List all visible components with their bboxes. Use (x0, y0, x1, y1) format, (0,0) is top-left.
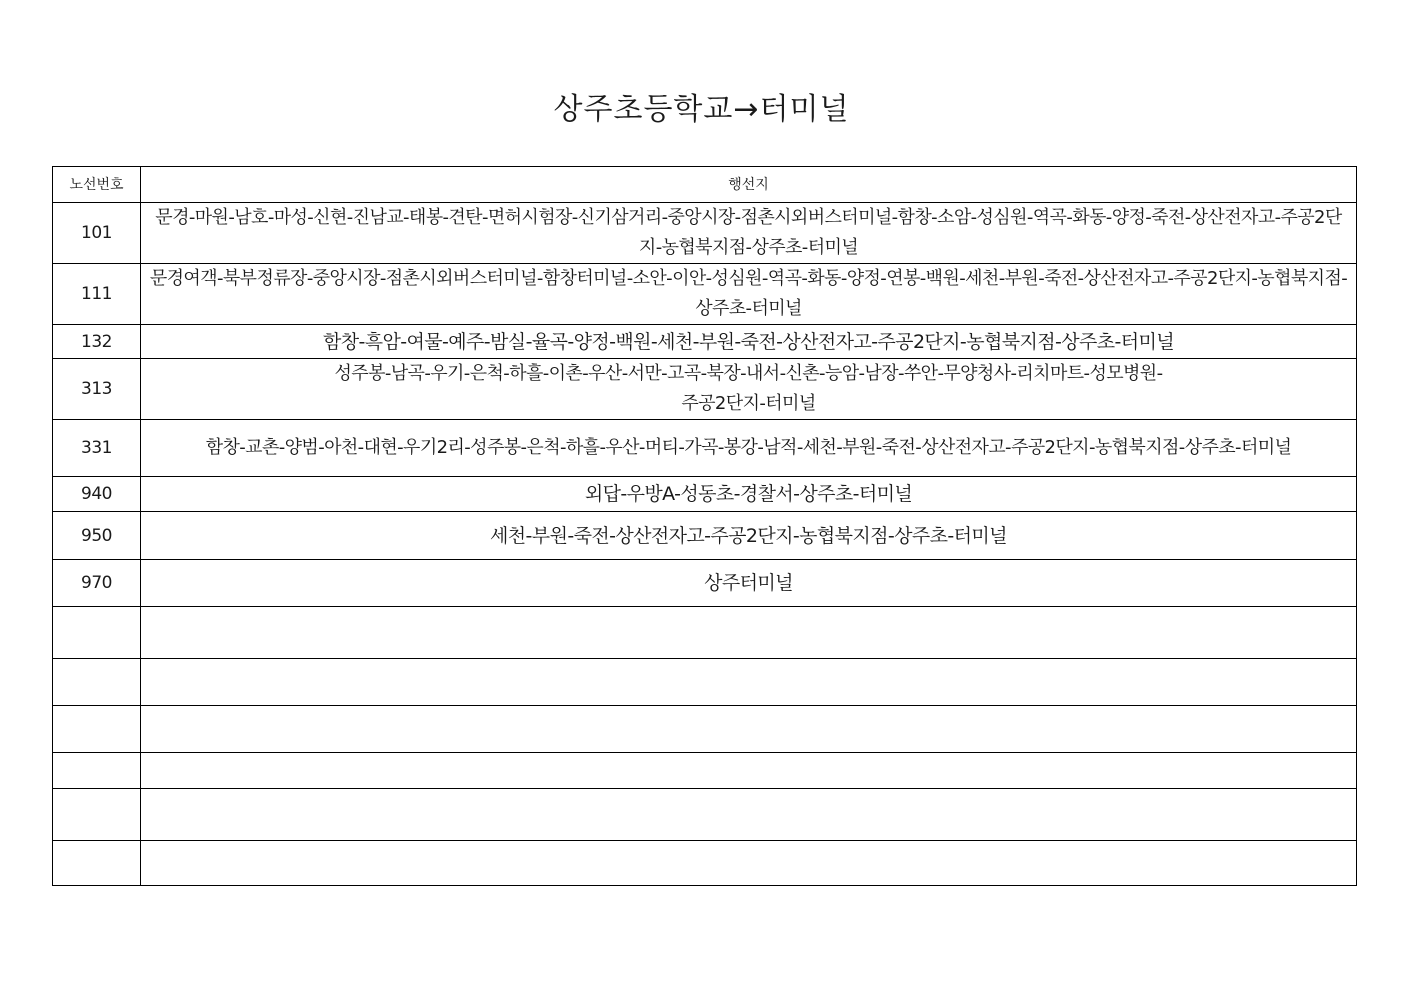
route-number-cell: 313 (53, 359, 141, 420)
route-stops-cell (141, 789, 1357, 841)
route-stops-cell (141, 753, 1357, 789)
table-row (53, 789, 1357, 841)
route-number-cell (53, 841, 141, 886)
table-row (53, 359, 1357, 420)
table-row (53, 706, 1357, 753)
table-row (53, 512, 1357, 560)
route-number-cell: 132 (53, 325, 141, 359)
table-row (53, 203, 1357, 264)
route-stops-cell (141, 706, 1357, 753)
route-stops-cell: 상주터미널 (141, 560, 1357, 607)
route-stops-cell: 세천-부원-죽전-상산전자고-주공2단지-농협북지점-상주초-터미널 (141, 512, 1357, 560)
table-row (53, 325, 1357, 359)
route-stops-cell: 문경-마원-남호-마성-신현-진남교-태봉-견탄-면허시험장-신기삼거리-중앙시장-점촌시외버스터미널-함창-소암-성심원-역곡-화동-양정-죽전-상산전자고-주공2단지-농협북지점-상주초-터미널 (141, 203, 1357, 264)
route-number-cell: 331 (53, 420, 141, 477)
route-stops-cell: 함창-교촌-양범-아천-대현-우기2리-성주봉-은척-하흘-우산-머티-가곡-봉강-남적-세천-부원-죽전-상산전자고-주공2단지-농협북지점-상주초-터미널 (141, 420, 1357, 477)
route-number-cell: 940 (53, 477, 141, 512)
table-row (53, 560, 1357, 607)
table-row (53, 607, 1357, 659)
route-number-cell: 970 (53, 560, 141, 607)
route-stops-cell: 문경여객-북부정류장-중앙시장-점촌시외버스터미널-함창터미널-소안-이안-성심원-역곡-화동-양정-연봉-백원-세천-부원-죽전-상산전자고-주공2단지-농협북지점-상주초-터미널 (141, 264, 1357, 325)
page-title: 상주초등학교→터미널 (553, 92, 850, 127)
route-number-cell: 101 (53, 203, 141, 264)
route-number-cell (53, 706, 141, 753)
header-route-number: 노선번호 (53, 167, 141, 203)
route-stops-cell (141, 359, 1357, 420)
route-number-cell (53, 789, 141, 841)
route-number-cell (53, 753, 141, 789)
route-number-cell: 950 (53, 512, 141, 560)
route-stops-cell: 외답-우방A-성동초-경찰서-상주초-터미널 (141, 477, 1357, 512)
route-stops-cell (141, 607, 1357, 659)
table-row (53, 420, 1357, 477)
table-row (53, 753, 1357, 789)
table-header-row (53, 167, 1357, 203)
header-destination: 행선지 (141, 167, 1357, 203)
table-row (53, 264, 1357, 325)
table-row (53, 841, 1357, 886)
route-table (52, 166, 1357, 886)
route-number-cell: 111 (53, 264, 141, 325)
route-stops-line: 주공2단지-터미널 (681, 393, 816, 414)
route-number-cell (53, 607, 141, 659)
route-stops-cell (141, 659, 1357, 706)
route-stops-line: 성주봉-남곡-우기-은척-하흘-이촌-우산-서만-고곡-북장-내서-신촌-능암-남장-쑤안-무양청사-리치마트-성모병원- (334, 363, 1163, 384)
route-stops-cell: 함창-흑암-여물-예주-밤실-율곡-양정-백원-세천-부원-죽전-상산전자고-주공2단지-농협북지점-상주초-터미널 (141, 325, 1357, 359)
table-row (53, 659, 1357, 706)
route-number-cell (53, 659, 141, 706)
route-stops-cell (141, 841, 1357, 886)
table-row (53, 477, 1357, 512)
